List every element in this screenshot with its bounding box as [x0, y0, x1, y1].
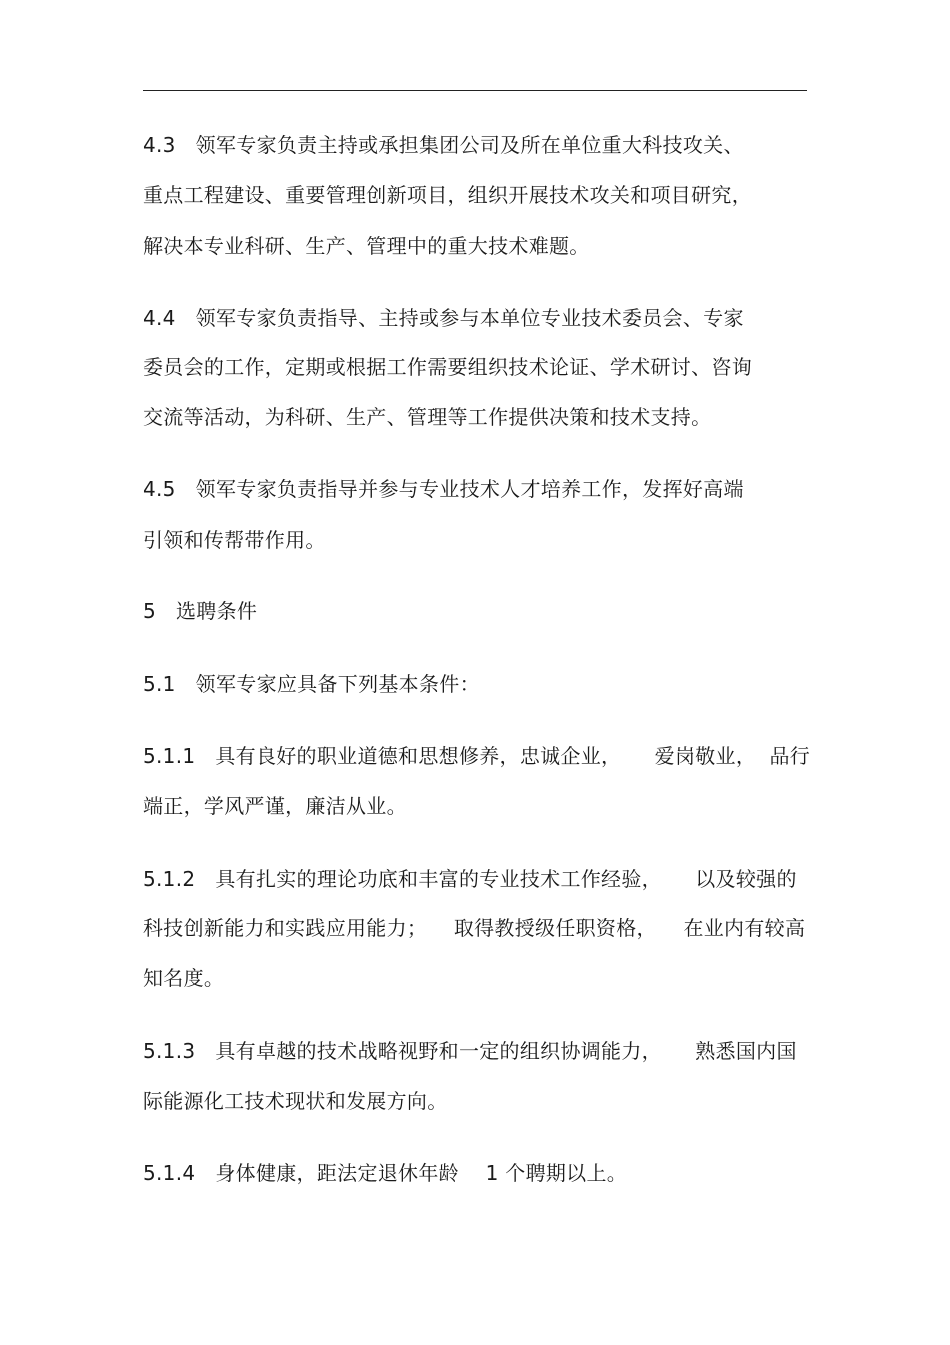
section-4-4-line-1: 4.4 领军专家负责指导、主持或参与本单位专业技术委员会、专家 [143, 306, 744, 330]
section-4-4-line-3: 交流等活动，为科研、生产、管理等工作提供决策和技术支持。 [143, 405, 712, 429]
section-5-1-3-line-1: 5.1.3 具有卓越的技术战略视野和一定的组织协调能力， 熟悉国内国 [143, 1039, 797, 1063]
section-5-1-3-line-2: 际能源化工技术现状和发展方向。 [143, 1089, 448, 1113]
section-4-5-line-2: 引领和传帮带作用。 [143, 528, 326, 552]
section-5-1-line: 5.1 领军专家应具备下列基本条件： [143, 672, 480, 696]
section-5-1-1-line-1: 5.1.1 具有良好的职业道德和思想修养，忠诚企业， 爱岗敬业， 品行 [143, 744, 811, 768]
header-rule [143, 90, 807, 91]
section-5-heading: 5 选聘条件 [143, 599, 258, 623]
section-5-1-2-line-2: 科技创新能力和实践应用能力； 取得教授级任职资格， 在业内有较高 [143, 916, 806, 940]
section-4-4-line-2: 委员会的工作，定期或根据工作需要组织技术论证、学术研讨、咨询 [143, 355, 752, 379]
section-4-5-line-1: 4.5 领军专家负责指导并参与专业技术人才培养工作，发挥好高端 [143, 477, 744, 501]
section-5-1-2-line-1: 5.1.2 具有扎实的理论功底和丰富的专业技术工作经验， 以及较强的 [143, 867, 797, 891]
section-4-3-line-3: 解决本专业科研、生产、管理中的重大技术难题。 [143, 234, 590, 258]
section-5-1-1-line-2: 端正，学风严谨，廉洁从业。 [143, 794, 407, 818]
section-4-3-line-2: 重点工程建设、重要管理创新项目，组织开展技术攻关和项目研究， [143, 183, 752, 207]
section-5-1-2-line-3: 知名度。 [143, 966, 225, 990]
section-5-1-4-line: 5.1.4 身体健康，距法定退休年龄 1 个聘期以上。 [143, 1161, 628, 1185]
section-4-3-line-1: 4.3 领军专家负责主持或承担集团公司及所在单位重大科技攻关、 [143, 133, 744, 157]
